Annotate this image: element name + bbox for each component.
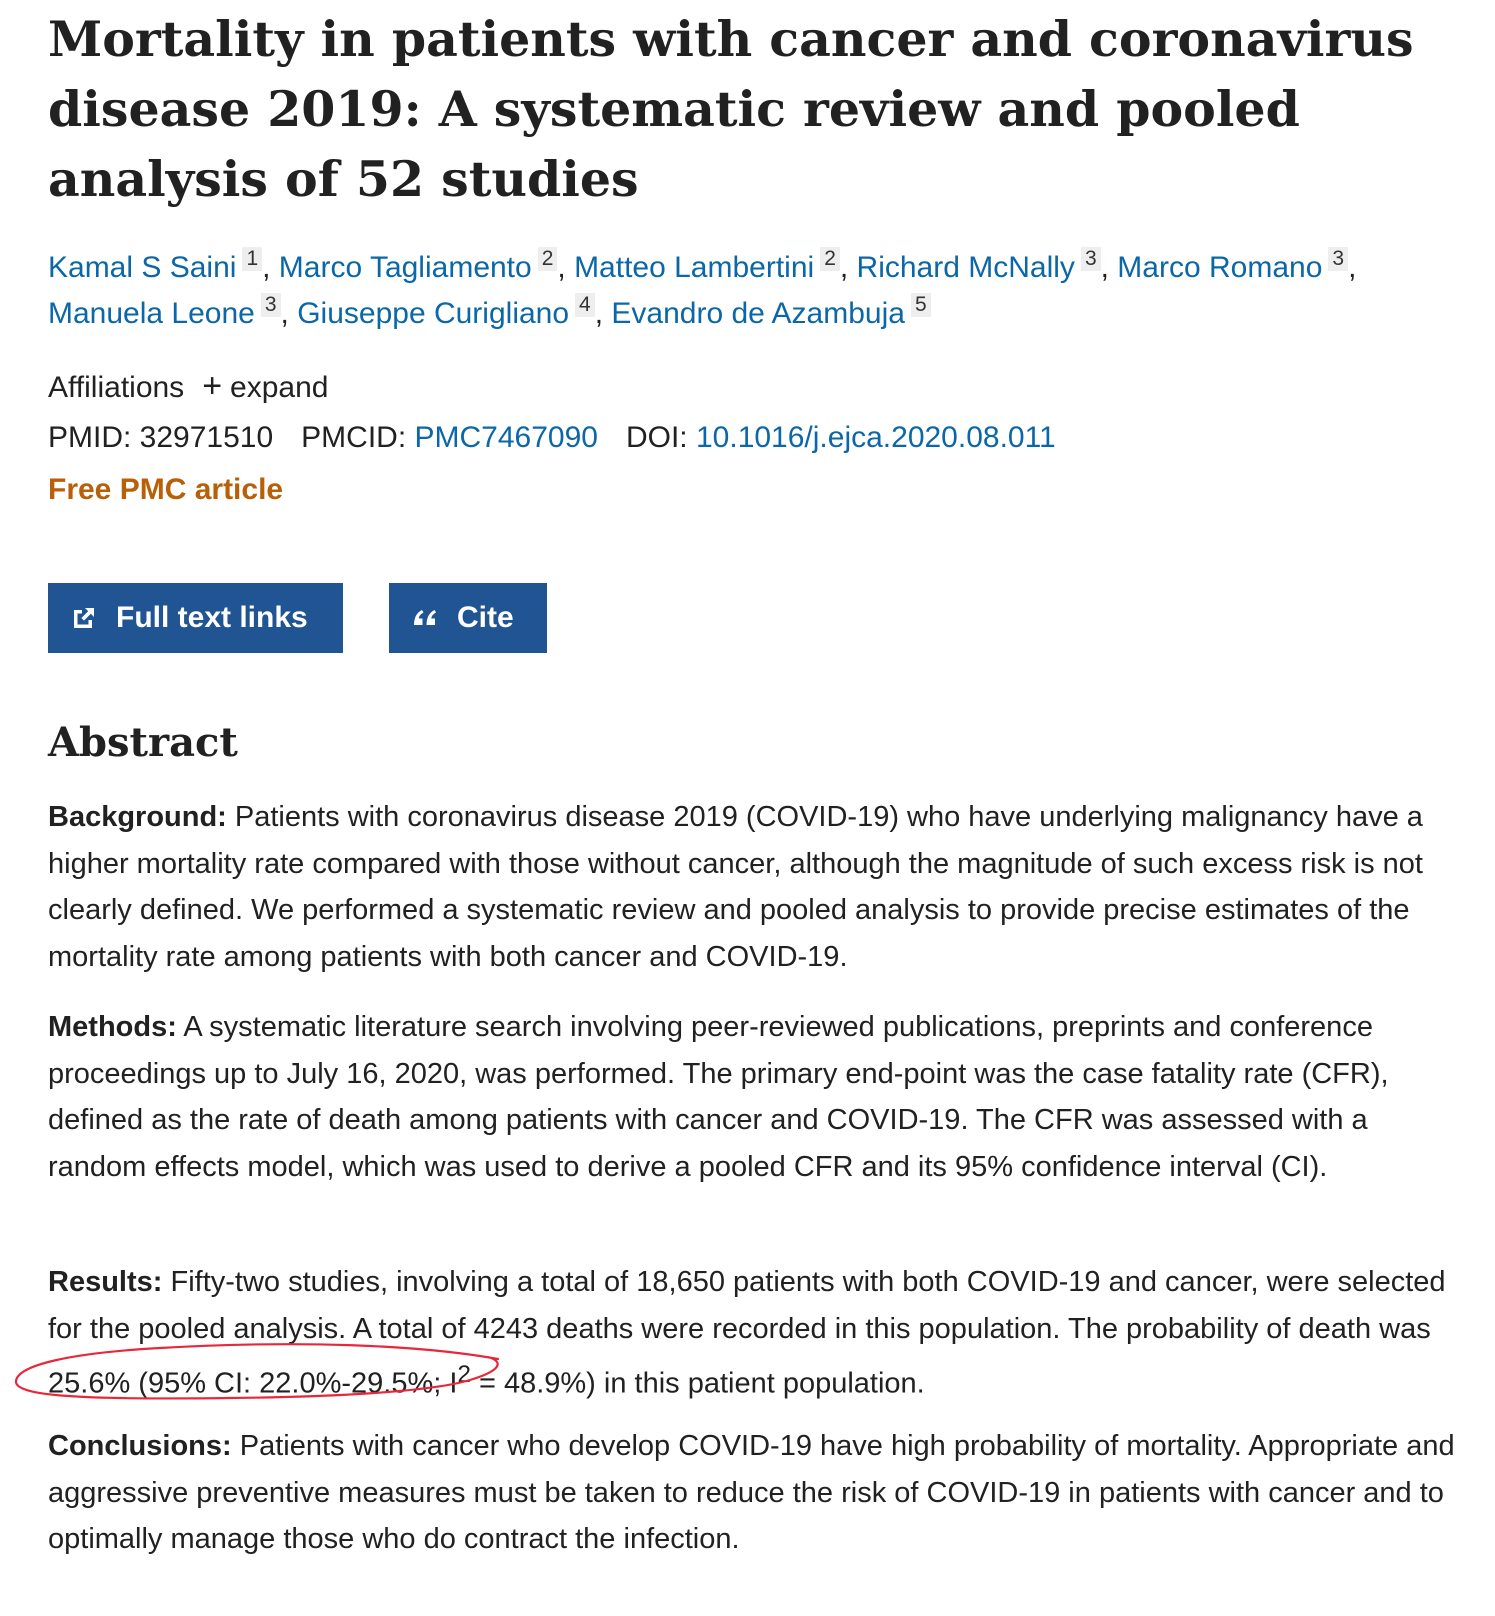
author-link[interactable]: Matteo Lambertini xyxy=(574,251,815,284)
author-separator: , xyxy=(262,251,279,284)
expand-label: expand xyxy=(230,371,329,404)
results-superscript: 2 xyxy=(457,1361,471,1388)
abstract-conclusions xyxy=(48,1423,1458,1563)
pmid-value: 32971510 xyxy=(139,421,274,454)
cite-button[interactable] xyxy=(389,583,547,653)
author-link[interactable]: Marco Romano xyxy=(1117,251,1323,284)
full-text-links-label: Full text links xyxy=(116,601,308,634)
author-link[interactable]: Richard McNally xyxy=(856,251,1075,284)
author-link[interactable]: Marco Tagliamento xyxy=(278,251,532,284)
doi-link[interactable]: 10.1016/j.ejca.2020.08.011 xyxy=(695,421,1056,454)
full-text-links-button[interactable] xyxy=(48,583,343,653)
affiliations-row xyxy=(48,364,328,410)
conclusions-label: Conclusions: xyxy=(48,1430,232,1462)
affiliation-ref[interactable]: 3 xyxy=(1328,247,1348,271)
affiliation-ref[interactable]: 3 xyxy=(261,293,281,317)
affiliations-label: Affiliations xyxy=(48,371,185,404)
affiliation-ref[interactable]: 3 xyxy=(1081,247,1101,271)
author-separator: , xyxy=(1100,251,1118,284)
affiliations-expand-toggle[interactable] xyxy=(202,367,329,405)
results-text-end: = 48.9%) in this patient population. xyxy=(470,1367,925,1400)
methods-label: Methods: xyxy=(48,1011,177,1043)
identifiers-row xyxy=(48,416,1056,460)
author-link[interactable]: Manuela Leone xyxy=(48,297,255,330)
results-text: Fifty-two studies, involving a total of 18,650 patients with both COVID-19 and cancer, were selected for the pooled analysis. A total of 4243 deaths were recorded in this population. The probability of death was 25.6% (95% CI: 22.0%-29.5%; I xyxy=(48,1266,1446,1400)
cite-label: Cite xyxy=(457,601,514,634)
abstract-background xyxy=(48,794,1458,980)
quote-icon xyxy=(411,606,439,630)
author-separator: , xyxy=(280,297,298,330)
author-separator: , xyxy=(1348,251,1357,284)
affiliation-ref[interactable]: 5 xyxy=(911,293,931,317)
pmid-label: PMID: xyxy=(48,421,140,454)
abstract-heading: Abstract xyxy=(48,719,238,766)
plus-icon: + xyxy=(202,367,223,405)
abstract-results xyxy=(48,1259,1458,1407)
pmcid-label: PMCID: xyxy=(301,421,415,454)
external-link-icon xyxy=(70,604,98,632)
methods-text: A systematic literature search involving peer-reviewed publications, preprints and conference proceedings up to July 16, 2020, was performed. The primary end-point was the case fatality rate (CFR), defined as the rate of death among patients with cancer and COVID-19. The CFR was assessed with a random effects model, which was used to derive a pooled CFR and its 95% confidence interval (CI). xyxy=(48,1011,1389,1183)
author-link[interactable]: Kamal S Saini xyxy=(48,251,237,284)
results-label: Results: xyxy=(48,1266,163,1298)
author-link[interactable]: Giuseppe Curigliano xyxy=(297,297,570,330)
article-title: Mortality in patients with cancer and coronavirus disease 2019: A systematic review and pooled analysis of 52 studies xyxy=(48,10,1414,208)
author-separator: , xyxy=(594,297,612,330)
author-link[interactable]: Evandro de Azambuja xyxy=(611,297,905,330)
affiliation-ref[interactable]: 1 xyxy=(242,247,262,271)
affiliation-ref[interactable]: 2 xyxy=(820,247,840,271)
doi-label: DOI: xyxy=(625,421,696,454)
affiliation-ref[interactable]: 2 xyxy=(538,247,558,271)
affiliation-ref[interactable]: 4 xyxy=(575,293,595,317)
conclusions-text: Patients with cancer who develop COVID-19 have high probability of mortality. Appropriate and aggressive preventive measures must be taken to reduce the risk of COVID-19 in patients with cancer and to optimally manage those who do contract the infection. xyxy=(48,1430,1455,1555)
pmcid-link[interactable]: PMC7467090 xyxy=(414,421,598,454)
background-text: Patients with coronavirus disease 2019 (COVID-19) who have underlying malignancy have a higher mortality rate compared with those without cancer, although the magnitude of such excess risk is not clearly defined. We performed a systematic review and pooled analysis to provide precise estimates of the mortality rate among patients with both cancer and COVID-19. xyxy=(48,801,1423,973)
free-pmc-article-link[interactable]: Free PMC article xyxy=(48,473,284,506)
author-list xyxy=(48,245,1468,337)
abstract-methods xyxy=(48,1004,1458,1190)
background-label: Background: xyxy=(48,801,227,833)
author-separator: , xyxy=(557,251,575,284)
author-separator: , xyxy=(839,251,857,284)
